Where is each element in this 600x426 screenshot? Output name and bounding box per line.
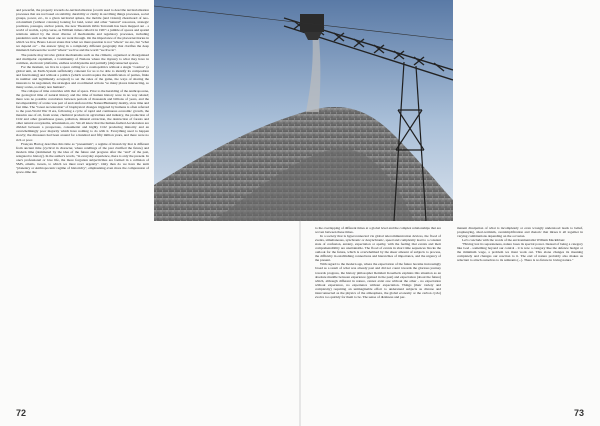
paragraph: In a society that is hyperconnected via global telecommunication devices, the flood of events, simultaneous, synchronic or desynchronic, speed and complexity lead to a constant state of confusion, anxiety, expectation or apathy, with the feeling that events and their comprehensibility are unattainable. The flood of events in short time sequences blocks the outlook for the future, which is overwhelmed by the sheer amount of subjects to process, the difficulty in establishing connections and hierarchies of importance, and the urgency of the present. — [315, 234, 441, 263]
right-text-column-2 — [457, 226, 583, 408]
paragraph: to the overlapping of different times at a global level and the complex relationships that are woven between these times. — [315, 226, 441, 235]
page-number-left: 72 — [16, 408, 27, 418]
page-number-right: 73 — [573, 408, 584, 418]
left-text-column — [16, 8, 149, 408]
paragraph: manent dissipation of what is incompletely or even wrongly understood leads to belief, prophesying, short-termism, oversimplification and rhetoric that mixes it all together in varying combinations depending on the occasion. — [457, 226, 583, 239]
paragraph: The puzzle may involve global mechanisms such as the climatic, organised or disorganised and multipolar capitalism, a Community of Nations where the mystery is what they have in common, electronic platforms, endless worldsystems and partially (dis)connected spaces. — [16, 52, 149, 65]
conveyor-photo — [154, 0, 453, 221]
paragraph: Let's conclude with the words of the environmentalist William Mackibben: — [462, 238, 566, 243]
paragraph: For the moment, we live in a space calling for a cosmopolitics without a single "cosmos" (a global unit, an Earth-System sufficiently coherent for us to be able to identify its composition and functioning) and without a politics (which would require the identification of parties, finite in number and legitimately accepted) to set the rules of the game, the ways of sharing the interests to be negotiated, the strategies and coordinated actions "so many places intersecting, so many scales, so many non humans". — [16, 64, 149, 89]
paragraph: The collapse of time coincides with that of space. Prior to the heralding of the Anthropocene, the geological time of natural history and the time of human history were in no way related; there was no possible correlation between periods of thousands and billions of years, and the incomparability of scales was part of and reinforced the Nature/Humanity duality, slow time and fast time. The "Great Acceleration" of biophysical changes triggered by humans is often referred to the post-World War II era, following a cycle of rapid and continuous economic growth, the massive use of oil, fresh water, chemical products in agriculture and industry, the production of CO2 and other greenhouse gases, pollution, mineral extraction, the destruction of forests and other natural ecosystems, urbanisation, etc. We all know that the human-fuelled Acceleration are divided between a prosperous, consumerist and highly CO2 producing minority and an overwhelmingly poor majority which have nothing to do with it. Everything used to happen slowly; the dinosaurs had been around for a hundred and fifty million years, and there were no rich or poor. — [16, 88, 149, 142]
paragraph: With regard to the modern age, where the expectation of the future became increasingly broad as a result of what was already past and did not count towards the glorious journey towards progress, the history philosopher Reinhart Koselleck explains this situation as an absolute muddle between experience (gained in the past) and expectation (about the future) which, although different in nature, cannot exist one without the other - no expectation without experience, no experience without expectation. Things (their variety and complexity) requiring an unimaginable effort to understand subjects as diverse and interconnected as the physics of the atmosphere, the global economy or the carbon cycle) evolve too quickly for them to be. The sense of dizziness and per- — [315, 262, 441, 299]
right-text-column-1 — [315, 226, 441, 408]
paragraph: "Having lost its separateness, nature loses its special power. Instead of being a category like God - something beyond our control - it is now a category like the defence budget or the minimum wage, a problem we must work out. This alone changes its meaning completely and changes our reaction to it. The end of nature probably also makes us reluctant to attach ourselves to its remnants (...). There is no future in loving nature." — [457, 242, 583, 263]
paragraph: and powerful, the property towards de-territorialisation (a term used to describe territorialisation processes that are not based on stability, durability or clarity in ascribing things processes, social groups, power, etc., in a given territorial sphere, the mobile (and violent) chessboard of neo-colonialism (without colonies) looking for land, water and other "natural" resources, strategic positions, passages, anchor points, the new Theatrum Orbis Terrarum has been mapped out - a world of worlds, a play-verse, as William James called it in 1907: a jumble of spaces and spatial relations united by the most diverse of mechanisms and regulatory processes, including pandemics such as the latest one we went through. On the importance of the places/territories in which we live, Bruno Latour states that what we must question is not "where" we are, but "what we depend on" - the answer lying in a completely different geography that clarifies the deep mismatch between the world "where" we live and the world "we live in". — [16, 8, 149, 53]
paragraph: François Hartog describes this time as "presentism", a regime of historicity that is different from ancient time (cyclical in character, where retellings of the past clarified the future) and modern time (dominated by the idea of the future and progress after the "end" of the past, relegated to history). In the author's words, "in everyday experience, there is only the present. In one's professional or love life, the more forgotten subjectivities are formed in a collision of SMS, emails, tweets, to which we must react urgently". Only then do we have the term "planetary or Anthropocenic regime of historicity", emphasising even more the compression of space-time due — [16, 141, 149, 174]
